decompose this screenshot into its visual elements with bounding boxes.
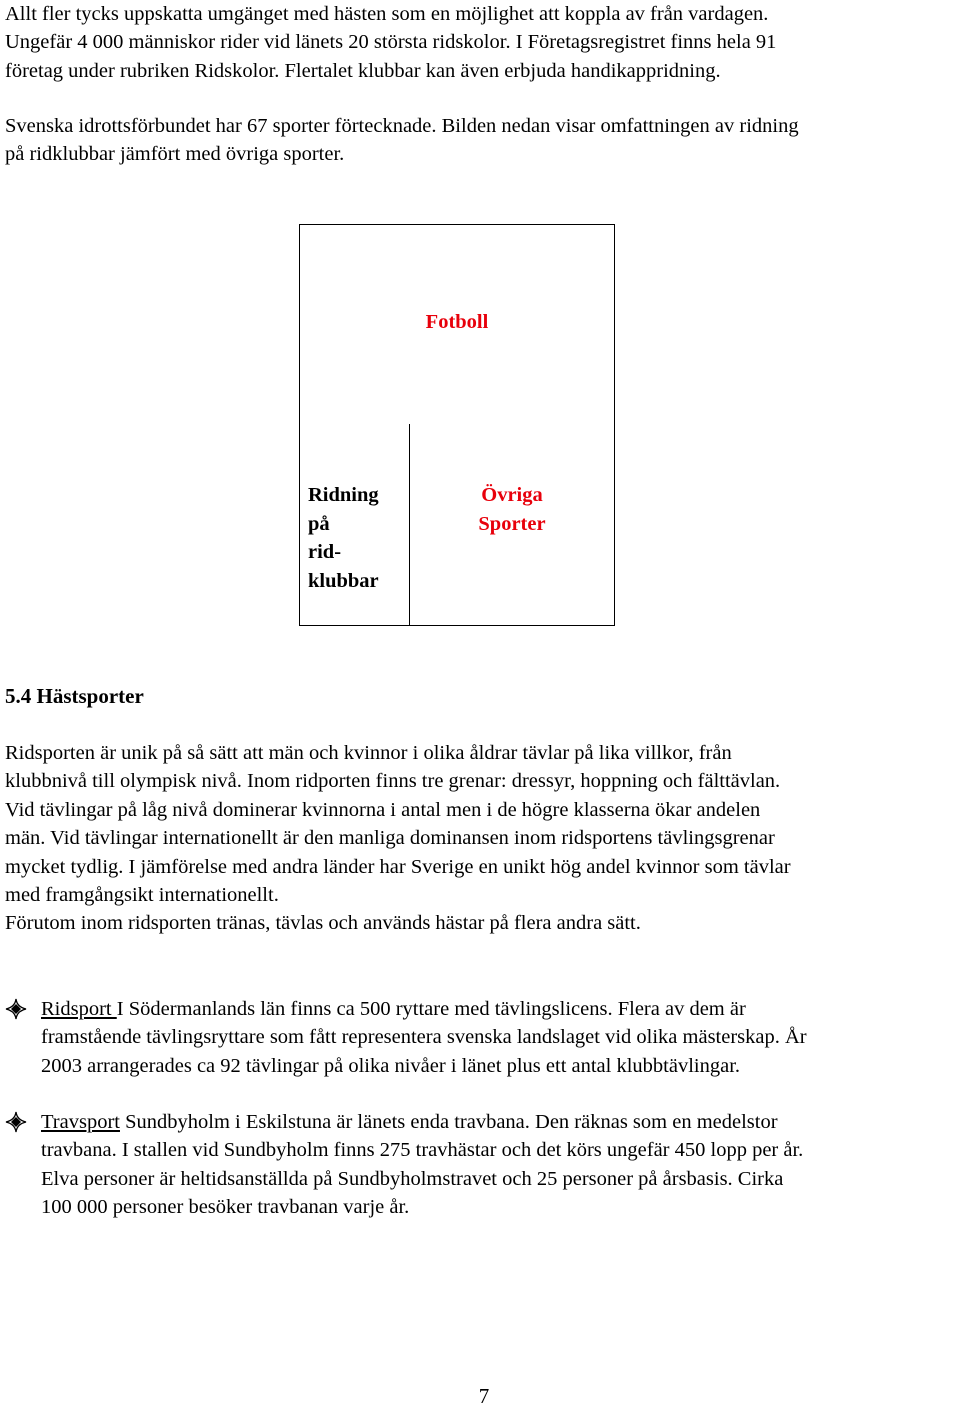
page-number: 7 — [478, 1384, 490, 1408]
text-line: Svenska idrottsförbundet har 67 sporter förtecknade. Bilden nedan visar omfattningen av ridning — [5, 115, 799, 137]
ovriga-box — [409, 424, 615, 626]
text-line: mycket tydlig. I jämförelse med andra länder har Sverige en unikt hög andel kvinnor som tävlar — [5, 855, 791, 878]
ovriga-label — [410, 481, 614, 538]
text-line: Ungefär 4 000 människor rider vid länets 20 största ridskolor. I Företagsregistret finns hela 91 — [5, 31, 777, 54]
ridning-label-line: på — [308, 512, 330, 535]
text-line: på ridklubbar jämfört med övriga sporter. — [5, 143, 345, 166]
section-extra-line — [5, 909, 960, 937]
text-line: med framgångsikt internationellt. — [5, 884, 279, 907]
ovriga-label-line: Övriga — [481, 484, 543, 506]
text-line: klubbnivå till olympisk nivå. Inom ridporten finns tre grenar: dressyr, hoppning och fälttävlan. — [5, 770, 781, 793]
bullet-text — [41, 995, 960, 1080]
ridning-label-line: rid- — [308, 541, 342, 563]
intro-paragraph — [5, 0, 960, 85]
section-heading: 5.4 Hästsporter — [5, 684, 144, 708]
text-line — [41, 995, 960, 1023]
diamond-bullet-icon — [5, 1111, 27, 1133]
section-paragraph — [5, 739, 960, 909]
ovriga-label-line: Sporter — [478, 512, 546, 535]
text-line: företag under rubriken Ridskolor. Flertalet klubbar kan även erbjuda handikappridning. — [5, 59, 721, 82]
bullet-first-line: Sundbyholm i Eskilstuna är länets enda travbana. Den räknas som en medelstor — [119, 1111, 778, 1133]
text-line: Elva personer är heltidsanställda på Sundbyholmstravet och 25 personer på årsbasis. Cirka — [41, 1167, 784, 1190]
text-line: män. Vid tävlingar internationellt är den manliga dominansen inom ridsportens tävlingsgrenar — [5, 827, 775, 850]
ridning-label-line: Ridning — [308, 484, 379, 506]
ridning-label-line: klubbar — [308, 569, 379, 592]
fotboll-label: Fotboll — [425, 311, 489, 333]
ridning-box — [299, 424, 411, 626]
text-line: Allt fler tycks uppskatta umgänget med hästen som en möjlighet att koppla av från vardagen. — [5, 3, 769, 25]
text-line: framstående tävlingsryttare som fått representera svenska landslaget vid olika mästerskap. År — [41, 1026, 807, 1049]
bullet-term-ridsport[interactable]: Ridsport — [41, 998, 117, 1020]
text-line: 100 000 personer besöker travbanan varje år. — [41, 1196, 410, 1219]
diamond-bullet-icon — [5, 998, 27, 1020]
intro-paragraph-2 — [5, 112, 960, 169]
ridning-label — [308, 481, 379, 595]
text-line: Vid tävlingar på låg nivå dominerar kvinnorna i antal men i de högre klasserna ökar andelen — [5, 798, 761, 821]
text-line — [41, 1108, 960, 1136]
fotboll-box — [299, 224, 615, 426]
bullet-text — [41, 1108, 960, 1222]
text-line: Ridsporten är unik på så sätt att män och kvinnor i olika åldrar tävlar på lika villkor, från — [5, 742, 732, 764]
bullet-first-line: I Södermanlands län finns ca 500 ryttare med tävlingslicens. Flera av dem är — [116, 998, 746, 1020]
text-line: 2003 arrangerades ca 92 tävlingar på olika nivåer i länet plus ett antal klubbtävlingar. — [41, 1054, 741, 1077]
text-line: Förutom inom ridsporten tränas, tävlas och används hästar på flera andra sätt. — [5, 912, 641, 934]
text-line: travbana. I stallen vid Sundbyholm finns 275 travhästar och det körs ungefär 450 lopp per år. — [41, 1139, 804, 1162]
bullet-term-travsport[interactable]: Travsport — [41, 1111, 120, 1133]
sport-size-figure — [299, 224, 615, 626]
